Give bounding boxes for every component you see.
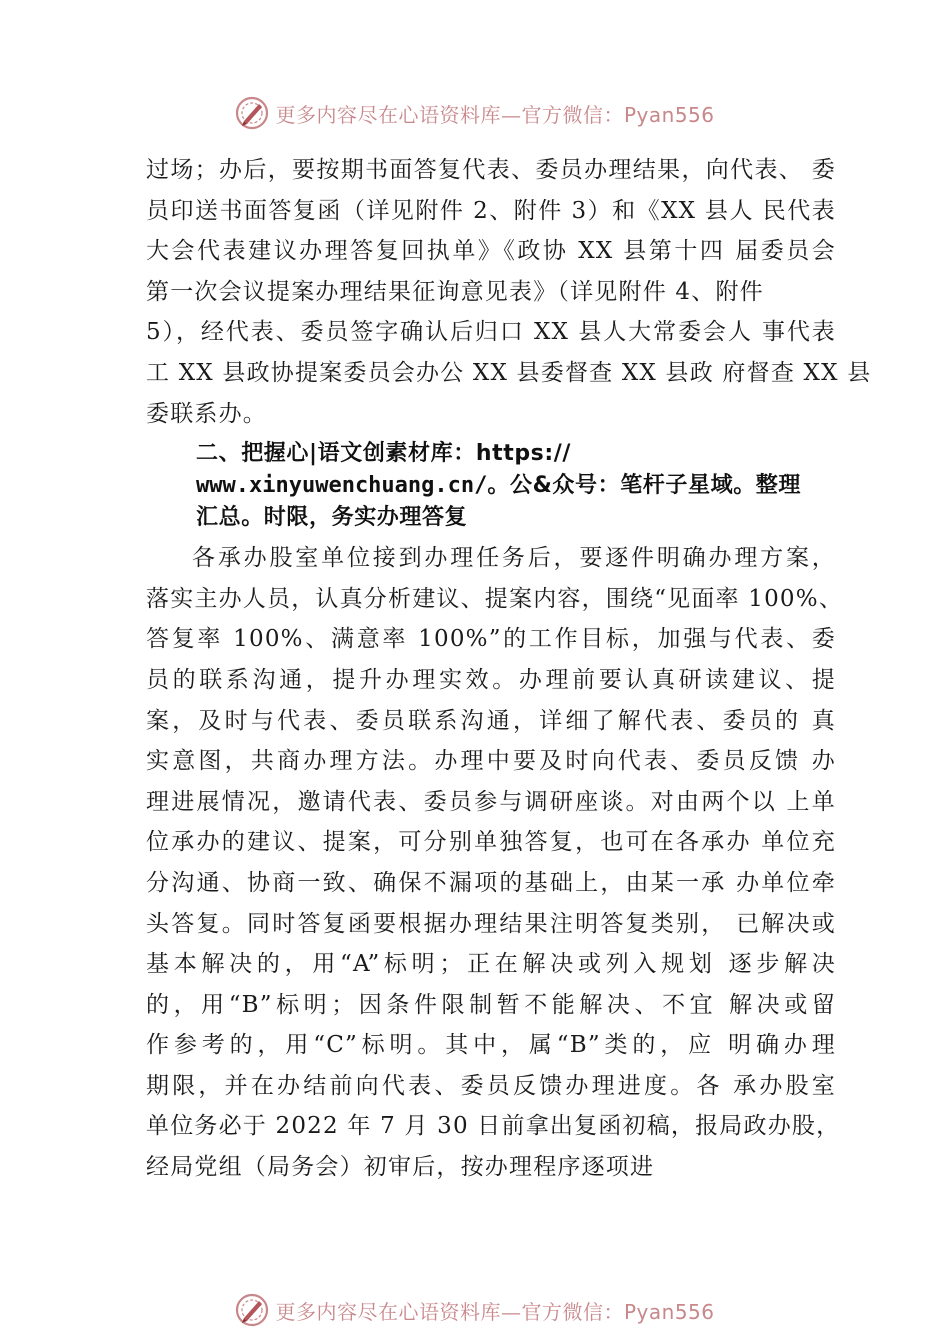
section-heading bbox=[146, 438, 836, 534]
paragraph-2-line: 各承办股室单位接到办理任务后，要逐件明确办理方案， bbox=[192, 545, 836, 572]
pen-seal-logo-icon bbox=[235, 1293, 269, 1327]
source-url: www.xinyuwenchuang.cn/ bbox=[196, 473, 488, 499]
header-banner-label: 更多内容尽在心语资料库—官方微信： bbox=[275, 102, 624, 127]
paragraph-1-line: 大会代表建议办理答复回执单》《政协 XX 县第十四 届委员会 bbox=[146, 238, 836, 265]
paragraph-2-line: 头答复。同时答复函要根据办理结果注明答复类别， 已解决或 bbox=[146, 910, 836, 937]
paragraph-1 bbox=[146, 150, 872, 434]
section-heading-line-2 bbox=[146, 470, 836, 502]
footer-banner-text bbox=[275, 1296, 714, 1325]
paragraph-2-line: 答复率 100%、满意率 100%”的工作目标，加强与代表、委 bbox=[146, 626, 836, 653]
footer-banner-label: 更多内容尽在心语资料库—官方微信： bbox=[275, 1299, 624, 1324]
paragraph-1-line: 工 XX 县政协提案委员会办公 XX 县委督查 XX 县政 府督查 XX 县 bbox=[146, 359, 872, 386]
paragraph-2-line: 理进展情况，邀请代表、委员参与调研座谈。对由两个以 上单 bbox=[146, 788, 836, 815]
section-heading-line-3: 汇总。时限，务实办理答复 bbox=[196, 505, 468, 531]
section-heading-line-1: 二、把握心|语文创素材库：https:// bbox=[196, 441, 572, 467]
paragraph-2-line: 位承办的建议、提案，可分别单独答复，也可在各承办 单位充 bbox=[146, 829, 836, 856]
paragraph-2-line: 期限，并在办结前向代表、委员反馈办理进度。各 承办股室 bbox=[146, 1072, 836, 1099]
paragraph-2-line: 的，用“B”标明；因条件限制暂不能解决、不宜 解决或留 bbox=[146, 991, 836, 1018]
paragraph-2-line: 员的联系沟通，提升办理实效。办理前要认真研读建议、提 bbox=[146, 666, 836, 693]
paragraph-2-line: 分沟通、协商一致、确保不漏项的基础上，由某一承 办单位牵 bbox=[146, 869, 836, 896]
header-wechat-id: Pyan556 bbox=[623, 102, 715, 127]
paragraph-1-line: 5），经代表、委员签字确认后归口 XX 县人大常委会人 事代表 bbox=[146, 319, 836, 346]
paragraph-2-line: 落实主办人员，认真分析建议、提案内容，围绕“见面率 100%、 bbox=[146, 585, 844, 612]
paragraph-2-line: 单位务必于 2022 年 7 月 30 日前拿出复函初稿，报局政办股， bbox=[146, 1113, 841, 1140]
paragraph-2-line: 经局党组（局务会）初审后，按办理程序逐项进 bbox=[146, 1154, 655, 1181]
footer-wechat-id: Pyan556 bbox=[623, 1299, 715, 1324]
paragraph-1-line: 员印送书面答复函（详见附件 2、附件 3）和《XX 县人 民代表 bbox=[146, 197, 836, 224]
header-banner-text bbox=[275, 99, 714, 128]
paragraph-2-line: 实意图，共商办理方法。办理中要及时向代表、委员反馈 办 bbox=[146, 748, 836, 775]
paragraph-2-line: 作参考的，用“C”标明。其中，属“B”类的，应 明确办理 bbox=[146, 1032, 836, 1059]
footer-banner bbox=[0, 1290, 950, 1330]
section-heading-line-2-rest: 。公&众号：笔杆子星域。整理 bbox=[487, 473, 801, 499]
paragraph-1-line: 第一次会议提案办理结果征询意见表》（详见附件 4、附件 bbox=[146, 278, 764, 305]
paragraph-1-line: 委联系办。 bbox=[146, 400, 267, 427]
header-banner bbox=[0, 93, 950, 133]
paragraph-2-line: 基本解决的，用“A”标明；正在解决或列入规划 逐步解决 bbox=[146, 951, 836, 978]
document-body bbox=[146, 150, 872, 1188]
paragraph-2 bbox=[146, 538, 844, 1188]
pen-seal-logo-icon bbox=[235, 96, 269, 130]
paragraph-2-line: 案，及时与代表、委员联系沟通，详细了解代表、委员的 真 bbox=[146, 707, 836, 734]
paragraph-1-line: 过场；办后，要按期书面答复代表、委员办理结果，向代表、 委 bbox=[146, 157, 836, 183]
